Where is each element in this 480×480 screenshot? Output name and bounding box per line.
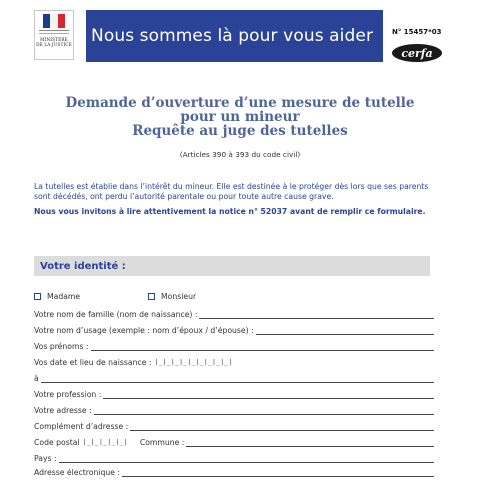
nom-famille-label: Votre nom de famille (nom de naissance) : — [34, 310, 198, 319]
logo-motto-lines — [39, 30, 69, 34]
articles-reference: (Articles 390 à 393 du code civil) — [179, 150, 301, 159]
complement-field[interactable] — [130, 422, 434, 431]
profession-label: Votre profession : — [34, 390, 102, 399]
help-banner: Nous sommes là pour vous aider — [86, 10, 383, 62]
title-line-1: Demande d’ouverture d’une mesure de tutelle — [65, 95, 415, 111]
pays-label: Pays : — [34, 454, 57, 463]
madame-checkbox[interactable] — [34, 293, 41, 300]
ministry-name: MINISTÈRE DE LA JUSTICE — [36, 38, 72, 48]
french-flag-icon — [43, 14, 65, 28]
notice-text: Nous vous invitons à lire attentivement la notice n° 52037 avant de remplir ce formulaire. — [34, 207, 426, 216]
lieu-naissance-field[interactable] — [41, 374, 434, 383]
adresse-label: Votre adresse : — [34, 406, 92, 415]
nom-famille-field[interactable] — [199, 310, 434, 319]
pays-field[interactable] — [59, 454, 434, 463]
profession-field[interactable] — [103, 390, 434, 399]
email-row — [34, 466, 434, 477]
ministry-logo — [34, 10, 74, 60]
code-postal-row — [34, 436, 434, 447]
commune-label: Commune : — [139, 438, 185, 447]
madame-label: Madame — [47, 292, 81, 301]
a-label: à — [34, 374, 39, 383]
date-lieu-label: Vos date et lieu de naissance : — [34, 358, 152, 367]
adresse-field[interactable] — [94, 406, 434, 415]
nom-usage-row — [34, 324, 434, 335]
profession-row — [34, 388, 434, 399]
email-field[interactable] — [122, 468, 434, 477]
code-postal-field[interactable]: |_|_|_|_|_| — [82, 438, 128, 446]
complement-row — [34, 420, 434, 431]
madame-option[interactable] — [34, 292, 80, 301]
nom-usage-field[interactable] — [256, 326, 434, 335]
section-identity-title: Votre identité : — [34, 256, 430, 276]
commune-field[interactable] — [186, 438, 434, 447]
adresse-row — [34, 404, 434, 415]
cerfa-number: N° 15457*03 — [392, 28, 442, 36]
intro-text: La tutelles est établie dans l’intérêt du mineur. Elle est destinée à le protéger dès lors que ses parents sont décédés, ont perdu l’autorité parentale ou pour toute autre cause grave. — [34, 182, 429, 201]
date-naissance-field[interactable]: |_|_|_|_|_|_|_|_|_| — [154, 358, 233, 366]
code-postal-label: Code postal — [34, 438, 80, 447]
monsieur-option[interactable] — [148, 292, 196, 301]
complement-label: Complément d’adresse : — [34, 422, 129, 431]
nom-famille-row — [34, 308, 434, 319]
pays-row — [34, 452, 434, 463]
email-label: Adresse électronique : — [34, 468, 120, 477]
title-line-3: Requête au juge des tutelles — [132, 123, 348, 139]
monsieur-label: Monsieur — [161, 292, 197, 301]
lieu-row — [34, 372, 434, 383]
date-lieu-row — [34, 356, 434, 367]
cerfa-logo: cerfa — [392, 44, 442, 62]
monsieur-checkbox[interactable] — [148, 293, 155, 300]
prenoms-field[interactable] — [91, 342, 434, 351]
prenoms-row — [34, 340, 434, 351]
nom-usage-label: Votre nom d’usage (exemple : nom d’époux / d’épouse) : — [34, 326, 254, 335]
title-line-2: pour un mineur — [180, 109, 300, 125]
prenoms-label: Vos prénoms : — [34, 342, 89, 351]
